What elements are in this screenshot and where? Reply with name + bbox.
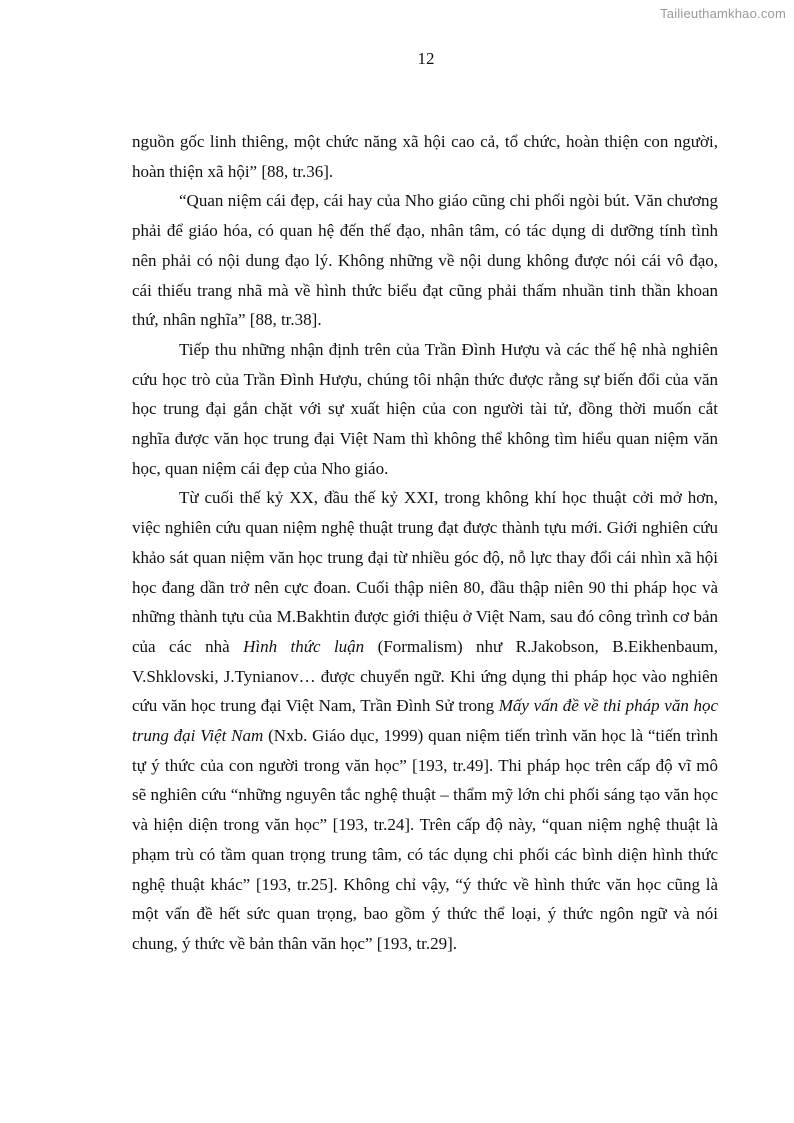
paragraph-3 [132,335,718,484]
paragraph-2-quote [132,186,718,335]
body-text [132,127,718,959]
watermark: Tailieuthamkhao.com [660,6,786,21]
paragraph-4-text-c: (Nxb. Giáo dục, 1999) quan niệm tiến trình văn học là “tiến trình tự ý thức của con người trong văn học” [193, tr.49]. Thi pháp học trên cấp độ vĩ mô sẽ nghiên cứu “những nguyên tắc nghệ thuật – thẩm mỹ lớn chi phối sáng tạo văn học và hiện diện trong văn học” [193, tr.24]. Trên cấp độ này, “quan niệm nghệ thuật là phạm trù có tầm quan trọng trung tâm, có tác dụng chi phối các bình diện hình thức nghệ thuật khác” [193, tr.25]. Không chỉ vậy, “ý thức về hình thức văn học cũng là một vấn đề hết sức quan trọng, bao gồm ý thức thể loại, ý thức ngôn ngữ và nói chung, ý thức về bản thân văn học” [193, tr.29]. [132,726,718,953]
paragraph-1 [132,127,718,186]
paragraph-4-text-a: Từ cuối thế kỷ XX, đầu thế kỷ XXI, trong không khí học thuật cởi mở hơn, việc nghiên cứu quan niệm nghệ thuật trung đạt được thành tựu mới. Giới nghiên cứu khảo sát quan niệm văn học trung đại từ nhiều góc độ, nỗ lực thay đổi cái nhìn xã hội học đang dần trở nên cực đoan. Cuối thập niên 80, đầu thập niên 90 thi pháp học và những thành tựu của M.Bakhtin được giới thiệu ở Việt Nam, sau đó công trình cơ bản của các nhà [132,488,718,656]
paragraph-2-text: “Quan niệm cái đẹp, cái hay của Nho giáo cũng chi phối ngòi bút. Văn chương phải để giáo hóa, có quan hệ đến thế đạo, nhân tâm, có tác dụng di dưỡng tính tình nên phải có nội dung đạo lý. Không những về nội dung không được nói cái vô đạo, cái thiếu trang nhã mà về hình thức biểu đạt cũng phải thấm nhuần tinh thần khoan thứ, nhân nghĩa” [88, tr.38]. [132,191,718,330]
paragraph-4 [132,483,718,958]
paragraph-1-text: nguồn gốc linh thiêng, một chức năng xã hội cao cả, tổ chức, hoàn thiện con người, hoàn thiện xã hội” [88, tr.36]. [132,132,718,181]
page-number: 12 [417,49,435,68]
italic-term-formalism: Hình thức luận [243,636,365,656]
paragraph-3-text: Tiếp thu những nhận định trên của Trần Đình Hượu và các thế hệ nhà nghiên cứu học trò của Trần Đình Hượu, chúng tôi nhận thức được rằng sự biến đổi của văn học trung đại gắn chặt với sự xuất hiện của con người tài tử, đồng thời muốn cắt nghĩa được văn học trung đại Việt Nam thì không thể không tìm hiểu quan niệm văn học, quan niệm cái đẹp của Nho giáo. [132,339,718,478]
paragraph-4-text-b: (Formalism) như R.Jakobson, B.Eikhenbaum, V.Shklovski, J.Tynianov… được chuyển ngữ. Khi ứng dụng thi pháp học vào nghiên cứu văn học trung đại Việt Nam, Trần Đình Sử trong [132,636,718,716]
italic-book-title: Mấy vấn đề về thi pháp văn học trung đại Việt Nam [132,696,718,746]
